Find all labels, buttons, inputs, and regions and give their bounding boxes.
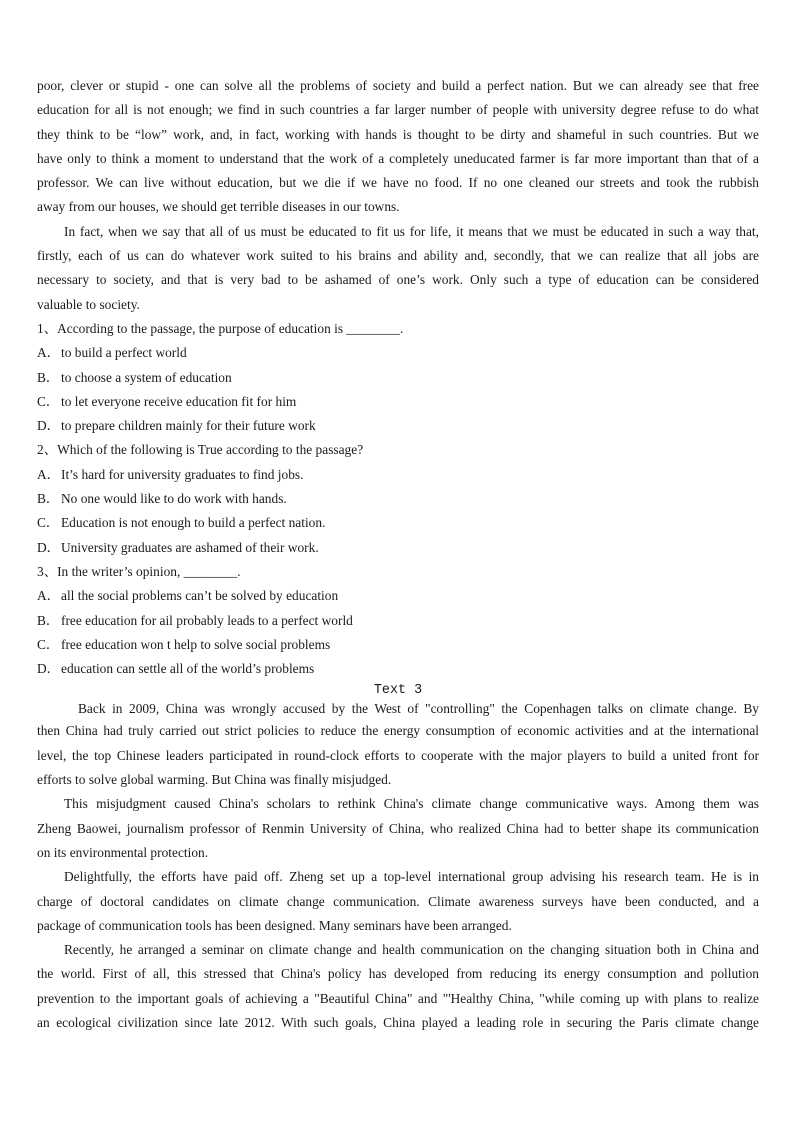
option-letter: D． <box>37 661 61 677</box>
text-line: away from our houses, we should get terrible diseases in our towns. <box>37 199 400 215</box>
option-text: to prepare children mainly for their future work <box>61 418 316 434</box>
option-letter: A． <box>37 466 61 482</box>
option-letter: B． <box>37 612 60 628</box>
option-text: University graduates are ashamed of their work. <box>61 539 319 555</box>
text-line: efforts to solve global warming. But China was finally misjudged. <box>37 772 392 788</box>
text-line: Back in 2009, China was wrongly accused by the West of "controlling" the Copenhagen talks on climate change. By <box>78 701 759 717</box>
option-text: education can settle all of the world’s problems <box>61 661 315 677</box>
text3-paragraph-2 <box>37 792 759 865</box>
text-line: an ecological civilization since late 2012. With such goals, China played a leading role in securing the Paris climate change <box>37 1014 759 1030</box>
option-b[interactable] <box>37 609 759 633</box>
text-line: necessary to society, and that is very bad to be ashamed of one’s work. Only such a type of education can be considered <box>37 272 759 288</box>
passage-paragraph-1 <box>37 74 759 220</box>
text-line: package of communication tools has been designed. Many seminars have been arranged. <box>37 917 512 933</box>
option-c[interactable] <box>37 390 759 414</box>
text3-paragraph-1 <box>37 698 759 792</box>
text-line: charge of doctoral candidates on climate change communication. Climate awareness surveys have been conducted, and a <box>37 893 759 909</box>
option-letter: A． <box>37 588 61 604</box>
text-line: In fact, when we say that all of us must be educated to fit us for life, it means that we must be educated in such a way that, <box>64 223 759 239</box>
text3-paragraph-3 <box>37 865 759 938</box>
option-d[interactable] <box>37 657 759 681</box>
option-text: It’s hard for university graduates to find jobs. <box>61 466 304 482</box>
option-letter: B． <box>37 369 60 385</box>
question-3 <box>37 560 759 681</box>
question-stem: 3、In the writer’s opinion, ________. <box>37 563 241 579</box>
option-letter: D． <box>37 539 61 555</box>
option-letter: B． <box>37 491 60 507</box>
option-b[interactable] <box>37 487 759 511</box>
option-d[interactable] <box>37 536 759 560</box>
option-c[interactable] <box>37 633 759 657</box>
option-letter: C． <box>37 515 60 531</box>
document-page <box>37 74 759 1035</box>
text-line: firstly, each of us can do whatever work suited to his brains and ability and, secondly, that we can realize that all jobs are <box>37 248 759 264</box>
text-line: valuable to society. <box>37 296 140 312</box>
option-text: to build a perfect world <box>61 345 187 361</box>
text-line: This misjudgment caused China's scholars to rethink China's climate change communicative ways. Among them was <box>64 796 759 812</box>
option-a[interactable] <box>37 341 759 365</box>
passage-paragraph-2 <box>37 220 759 317</box>
text-line: they think to be “low” work, and, in fact, working with hands is thought to be dirty and shameful in such countries. But we <box>37 126 759 142</box>
text-line: professor. We can live without education, but we die if we have no food. If no one cleaned our streets and took the rubbish <box>37 175 759 191</box>
text-line: then China had truly carried out strict policies to reduce the energy consumption of economic activities and at the international <box>37 723 759 739</box>
text-line: prevention to the important goals of achieving a "Beautiful China" and "'Healthy China, "while coming up with plans to realize <box>37 990 759 1006</box>
text3-paragraph-4 <box>37 938 759 1035</box>
option-b[interactable] <box>37 366 759 390</box>
text-line: the world. First of all, this stressed that China's policy has developed from reducing its energy consumption and pollution <box>37 966 759 982</box>
option-c[interactable] <box>37 511 759 535</box>
option-text: free education for ail probably leads to a perfect world <box>61 612 353 628</box>
option-letter: D． <box>37 418 61 434</box>
option-text: all the social problems can’t be solved by education <box>61 588 339 604</box>
text-line: Recently, he arranged a seminar on climate change and health communication on the changing situation both in China and <box>64 942 759 958</box>
text-line: level, the top Chinese leaders participated in round-clock efforts to cooperate with the major players to build a united front for <box>37 747 759 763</box>
question-1 <box>37 317 759 438</box>
text-line: education for all is not enough; we find in such countries a far larger number of people with university degree refuse to do what <box>37 102 759 118</box>
section-heading: Text 3 <box>373 683 423 699</box>
option-a[interactable] <box>37 584 759 608</box>
option-d[interactable] <box>37 414 759 438</box>
option-a[interactable] <box>37 463 759 487</box>
question-2 <box>37 438 759 559</box>
option-letter: C． <box>37 393 60 409</box>
option-letter: A． <box>37 345 61 361</box>
text-line: Delightfully, the efforts have paid off. Zheng set up a top-level international group advising his research team. He is in <box>64 869 759 885</box>
option-text: Education is not enough to build a perfect nation. <box>61 515 326 531</box>
option-text: No one would like to do work with hands. <box>61 491 287 507</box>
option-letter: C． <box>37 636 60 652</box>
option-text: to let everyone receive education fit for him <box>61 393 297 409</box>
text-line: on its environmental protection. <box>37 844 209 860</box>
text-line: poor, clever or stupid - one can solve all the problems of society and build a perfect nation. But we can already see that free <box>37 78 759 93</box>
option-text: to choose a system of education <box>61 369 232 385</box>
question-stem: 1、According to the passage, the purpose of education is ________. <box>37 320 404 336</box>
question-stem: 2、Which of the following is True according to the passage? <box>37 442 364 458</box>
text-line: have only to think a moment to understand that the work of a completely uneducated farmer is far more important than that of a <box>37 150 759 166</box>
text-line: Zheng Baowei, journalism professor of Renmin University of China, who realized China had to better shape its communication <box>37 820 759 836</box>
option-text: free education won t help to solve social problems <box>61 636 331 652</box>
